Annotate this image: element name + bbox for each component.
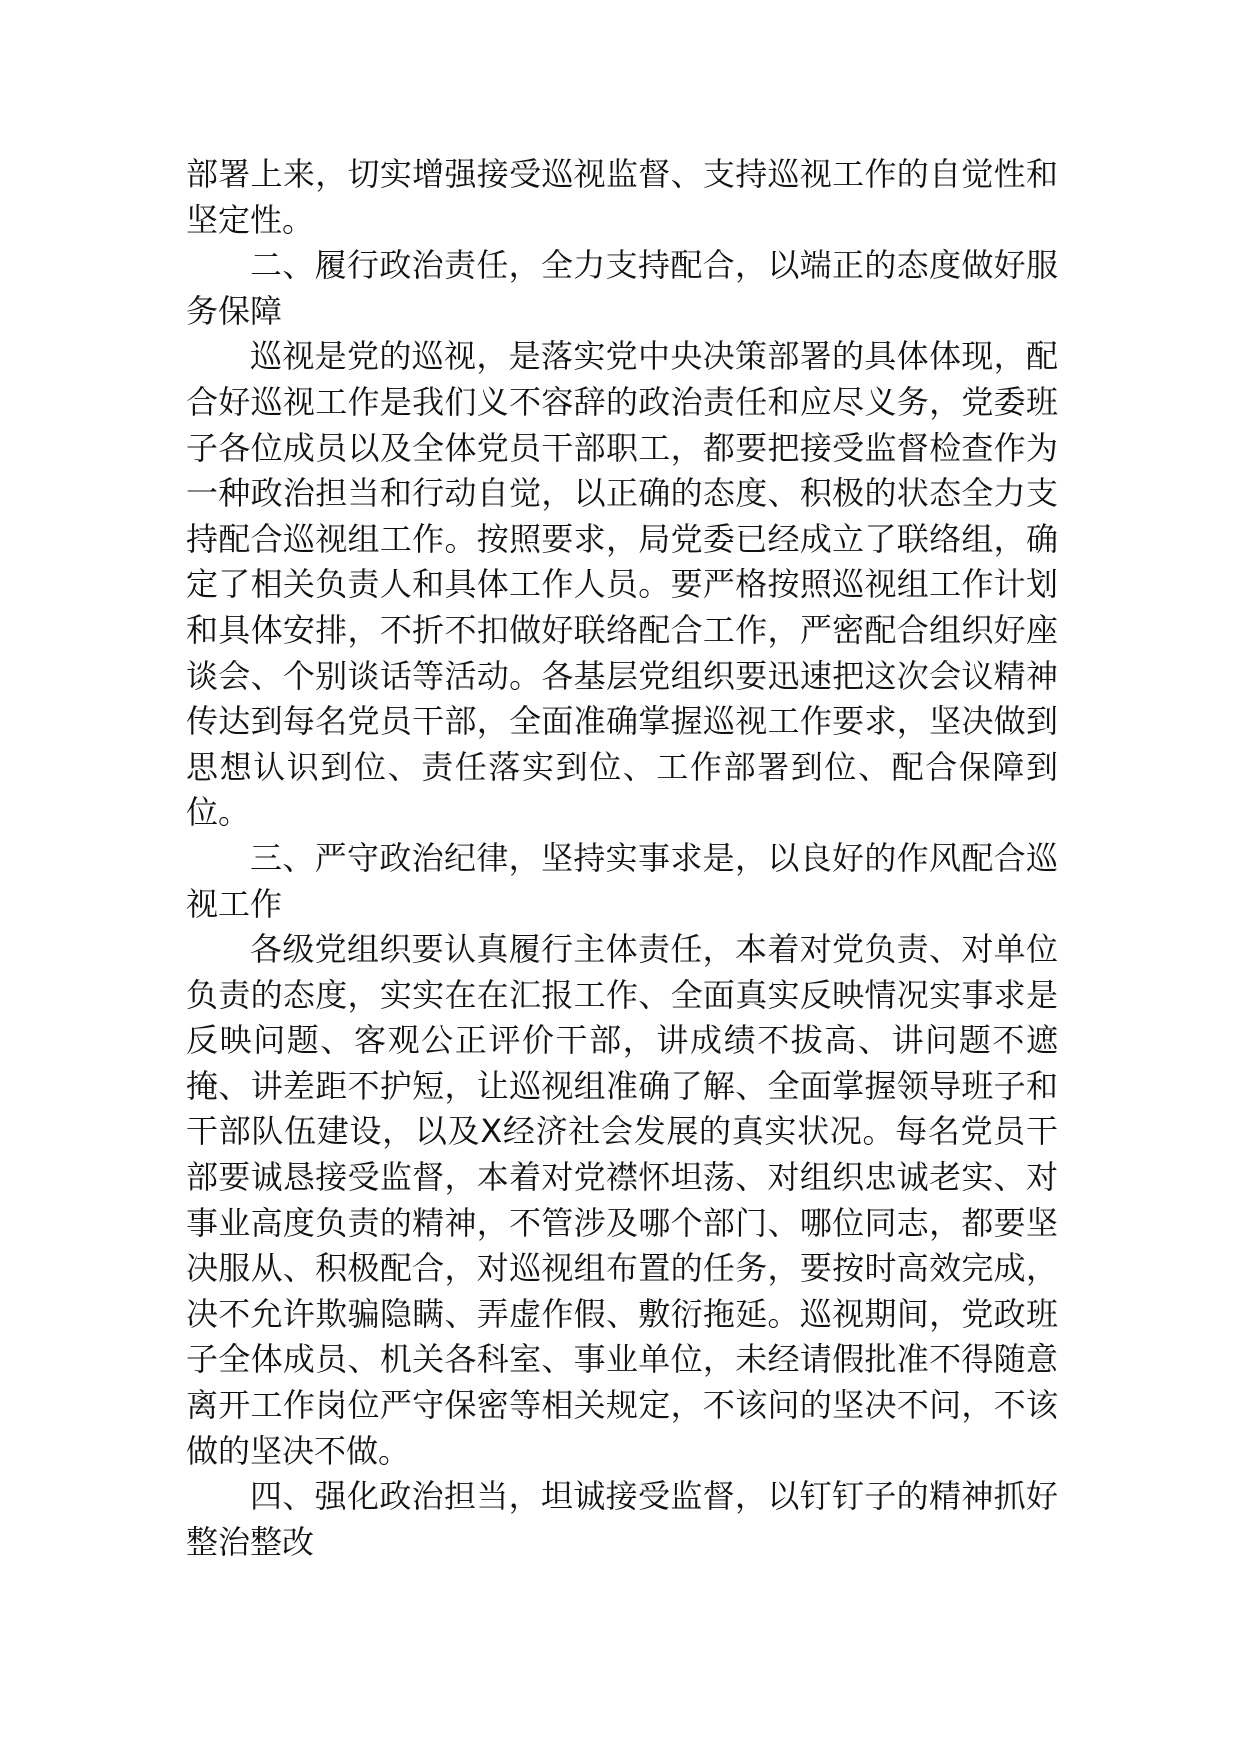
section-heading-3: 三、严守政治纪律，坚持实事求是，以良好的作风配合巡视工作 bbox=[186, 838, 1058, 923]
paragraph: 巡视是党的巡视，是落实党中央决策部署的具体体现，配合好巡视工作是我们义不容辞的政治责任和应尽义务，党委班子各位成员以及全体党员干部职工，都要把接受监督检查作为一种政治担当和行动自觉，以正确的态度、积极的状态全力支持配合巡视组工作。按照要求，局党委已经成立了联络组，确定了相关负责人和具体工作人员。要严格按照巡视组工作计划和具体安排，不折不扣做好联络配合工作，严密配合组织好座谈会、个别谈话等活动。各基层党组织要迅速把这次会议精神传达到每名党员干部，全面准确掌握巡视工作要求，坚决做到思想认识到位、责任落实到位、工作部署到位、配合保障到位。 bbox=[186, 337, 1058, 832]
section-heading-2: 二、履行政治责任，全力支持配合，以端正的态度做好服务保障 bbox=[186, 246, 1058, 330]
document-body bbox=[186, 152, 1058, 1565]
section-heading-4: 四、强化政治担当，坦诚接受监督，以钉钉子的精神抓好整治整改 bbox=[186, 1477, 1058, 1561]
paragraph-continued: 部署上来，切实增强接受巡视监督、支持巡视工作的自觉性和坚定性。 bbox=[186, 155, 1058, 239]
paragraph: 各级党组织要认真履行主体责任，本着对党负责、对单位负责的态度，实实在在汇报工作、全面真实反映情况实事求是反映问题、客观公正评价干部，讲成绩不拔高、讲问题不遮掩、讲差距不护短，让巡视组准确了解、全面掌握领导班子和干部队伍建设，以及X经济社会发展的真实状况。每名党员干部要诚恳接受监督，本着对党襟怀坦荡、对组织忠诚老实、对事业高度负责的精神，不管涉及哪个部门、哪位同志，都要坚决服从、积极配合，对巡视组布置的任务，要按时高效完成，决不允许欺骗隐瞒、弄虚作假、敷衍拖延。巡视期间，党政班子全体成员、机关各科室、事业单位，未经请假批准不得随意离开工作岗位严守保密等相关规定，不该问的坚决不问，不该做的坚决不做。 bbox=[186, 930, 1058, 1470]
